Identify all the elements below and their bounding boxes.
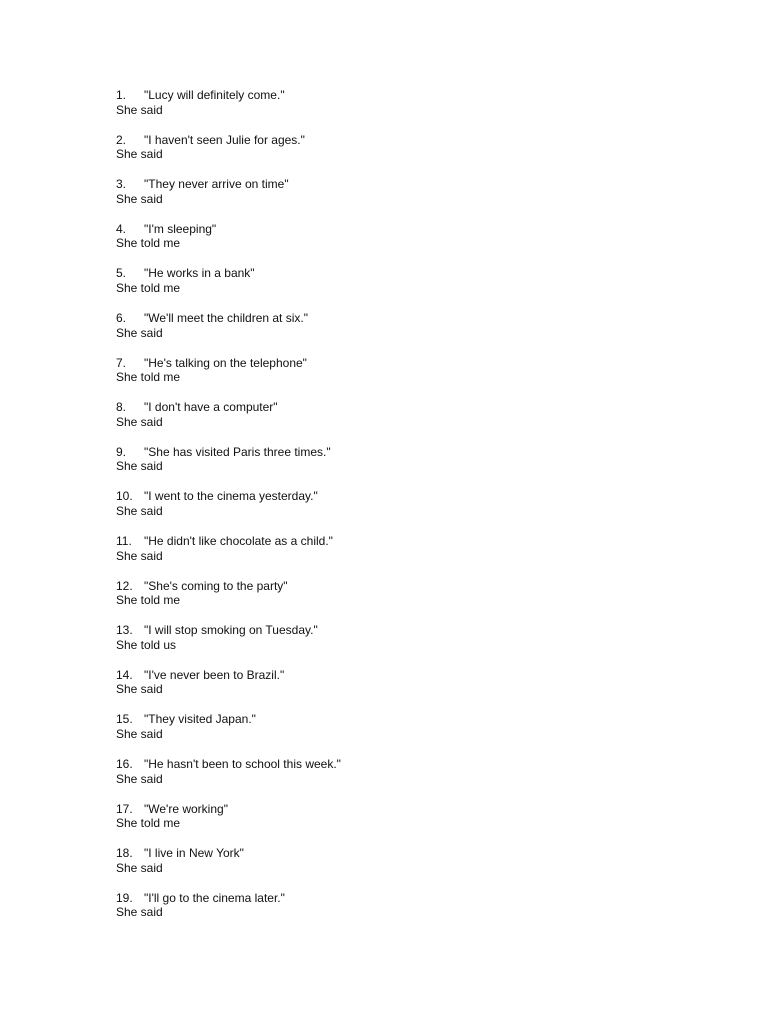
direct-speech-quote: "I went to the cinema yesterday." xyxy=(144,489,318,504)
quote-line xyxy=(116,88,676,103)
exercise-item xyxy=(116,489,676,534)
item-number: 10. xyxy=(116,489,133,504)
exercise-item xyxy=(116,891,676,936)
exercise-item xyxy=(116,579,676,624)
item-number: 7. xyxy=(116,355,127,370)
exercise-item xyxy=(116,445,676,490)
exercise-item xyxy=(116,311,676,356)
quote-line xyxy=(116,311,676,326)
direct-speech-quote: "I will stop smoking on Tuesday." xyxy=(144,623,318,638)
quote-line xyxy=(116,534,676,549)
item-number: 14. xyxy=(116,667,133,682)
direct-speech-quote: "He's talking on the telephone" xyxy=(144,355,307,370)
reported-speech-prompt: She said xyxy=(116,503,163,518)
exercise-item xyxy=(116,177,676,222)
reported-speech-prompt: She said xyxy=(116,905,163,920)
item-number: 6. xyxy=(116,310,127,325)
item-number: 19. xyxy=(116,890,133,905)
item-number: 9. xyxy=(116,444,127,459)
reported-speech-prompt: She said xyxy=(116,325,163,340)
item-number: 13. xyxy=(116,623,133,638)
direct-speech-quote: "I live in New York" xyxy=(144,846,244,861)
reported-speech-prompt: She told me xyxy=(116,236,181,251)
direct-speech-quote: "They never arrive on time" xyxy=(144,177,289,192)
quote-line xyxy=(116,356,676,371)
quote-line xyxy=(116,668,676,683)
item-number: 2. xyxy=(116,132,127,147)
quote-line xyxy=(116,802,676,817)
reported-speech-prompt: She told me xyxy=(116,593,181,608)
quote-line xyxy=(116,445,676,460)
reported-speech-prompt: She said xyxy=(116,459,163,474)
reported-speech-prompt: She said xyxy=(116,726,163,741)
direct-speech-quote: "I've never been to Brazil." xyxy=(144,667,285,682)
reported-speech-prompt: She told us xyxy=(116,637,177,652)
item-number: 11. xyxy=(116,533,132,548)
direct-speech-quote: "I don't have a computer" xyxy=(144,400,278,415)
direct-speech-quote: "He hasn't been to school this week." xyxy=(144,756,341,771)
quote-line xyxy=(116,133,676,148)
exercise-item xyxy=(116,757,676,802)
reported-speech-prompt: She told me xyxy=(116,816,181,831)
item-number: 5. xyxy=(116,266,127,281)
quote-line xyxy=(116,623,676,638)
direct-speech-quote: "I'll go to the cinema later." xyxy=(144,890,285,905)
direct-speech-quote: "He works in a bank" xyxy=(144,266,255,281)
exercise-list xyxy=(116,88,676,935)
exercise-item xyxy=(116,266,676,311)
reported-speech-prompt: She said xyxy=(116,682,163,697)
direct-speech-quote: "We'll meet the children at six." xyxy=(144,310,308,325)
quote-line xyxy=(116,712,676,727)
item-number: 15. xyxy=(116,712,133,727)
item-number: 18. xyxy=(116,846,133,861)
reported-speech-prompt: She said xyxy=(116,102,163,117)
item-number: 4. xyxy=(116,221,127,236)
exercise-item xyxy=(116,133,676,178)
item-number: 16. xyxy=(116,756,133,771)
direct-speech-quote: "We're working" xyxy=(144,801,228,816)
exercise-item xyxy=(116,623,676,668)
exercise-item xyxy=(116,802,676,847)
item-number: 8. xyxy=(116,400,127,415)
reported-speech-prompt: She said xyxy=(116,860,163,875)
direct-speech-quote: "Lucy will definitely come." xyxy=(144,88,285,102)
quote-line xyxy=(116,891,676,906)
quote-line xyxy=(116,177,676,192)
direct-speech-quote: "He didn't like chocolate as a child." xyxy=(144,533,333,548)
quote-line xyxy=(116,757,676,772)
quote-line xyxy=(116,489,676,504)
direct-speech-quote: "They visited Japan." xyxy=(144,712,256,727)
exercise-item xyxy=(116,712,676,757)
direct-speech-quote: "I haven't seen Julie for ages." xyxy=(144,132,305,147)
item-number: 12. xyxy=(116,578,133,593)
direct-speech-quote: "I'm sleeping" xyxy=(144,221,217,236)
item-number: 1. xyxy=(116,88,127,102)
item-number: 3. xyxy=(116,177,127,192)
reported-speech-prompt: She said xyxy=(116,414,163,429)
quote-line xyxy=(116,400,676,415)
exercise-item xyxy=(116,356,676,401)
reported-speech-prompt: She told me xyxy=(116,280,181,295)
exercise-item xyxy=(116,534,676,579)
reported-speech-prompt: She said xyxy=(116,191,163,206)
item-number: 17. xyxy=(116,801,133,816)
direct-speech-quote: "She's coming to the party" xyxy=(144,578,288,593)
quote-line xyxy=(116,266,676,281)
reported-speech-prompt: She said xyxy=(116,771,163,786)
exercise-item xyxy=(116,222,676,267)
exercise-item xyxy=(116,88,676,133)
reported-speech-prompt: She told me xyxy=(116,370,181,385)
reported-speech-prompt: She said xyxy=(116,147,163,162)
direct-speech-quote: "She has visited Paris three times." xyxy=(144,444,331,459)
exercise-item xyxy=(116,668,676,713)
exercise-item xyxy=(116,846,676,891)
exercise-item xyxy=(116,400,676,445)
quote-line xyxy=(116,222,676,237)
quote-line xyxy=(116,846,676,861)
reported-speech-prompt: She said xyxy=(116,548,163,563)
quote-line xyxy=(116,579,676,594)
